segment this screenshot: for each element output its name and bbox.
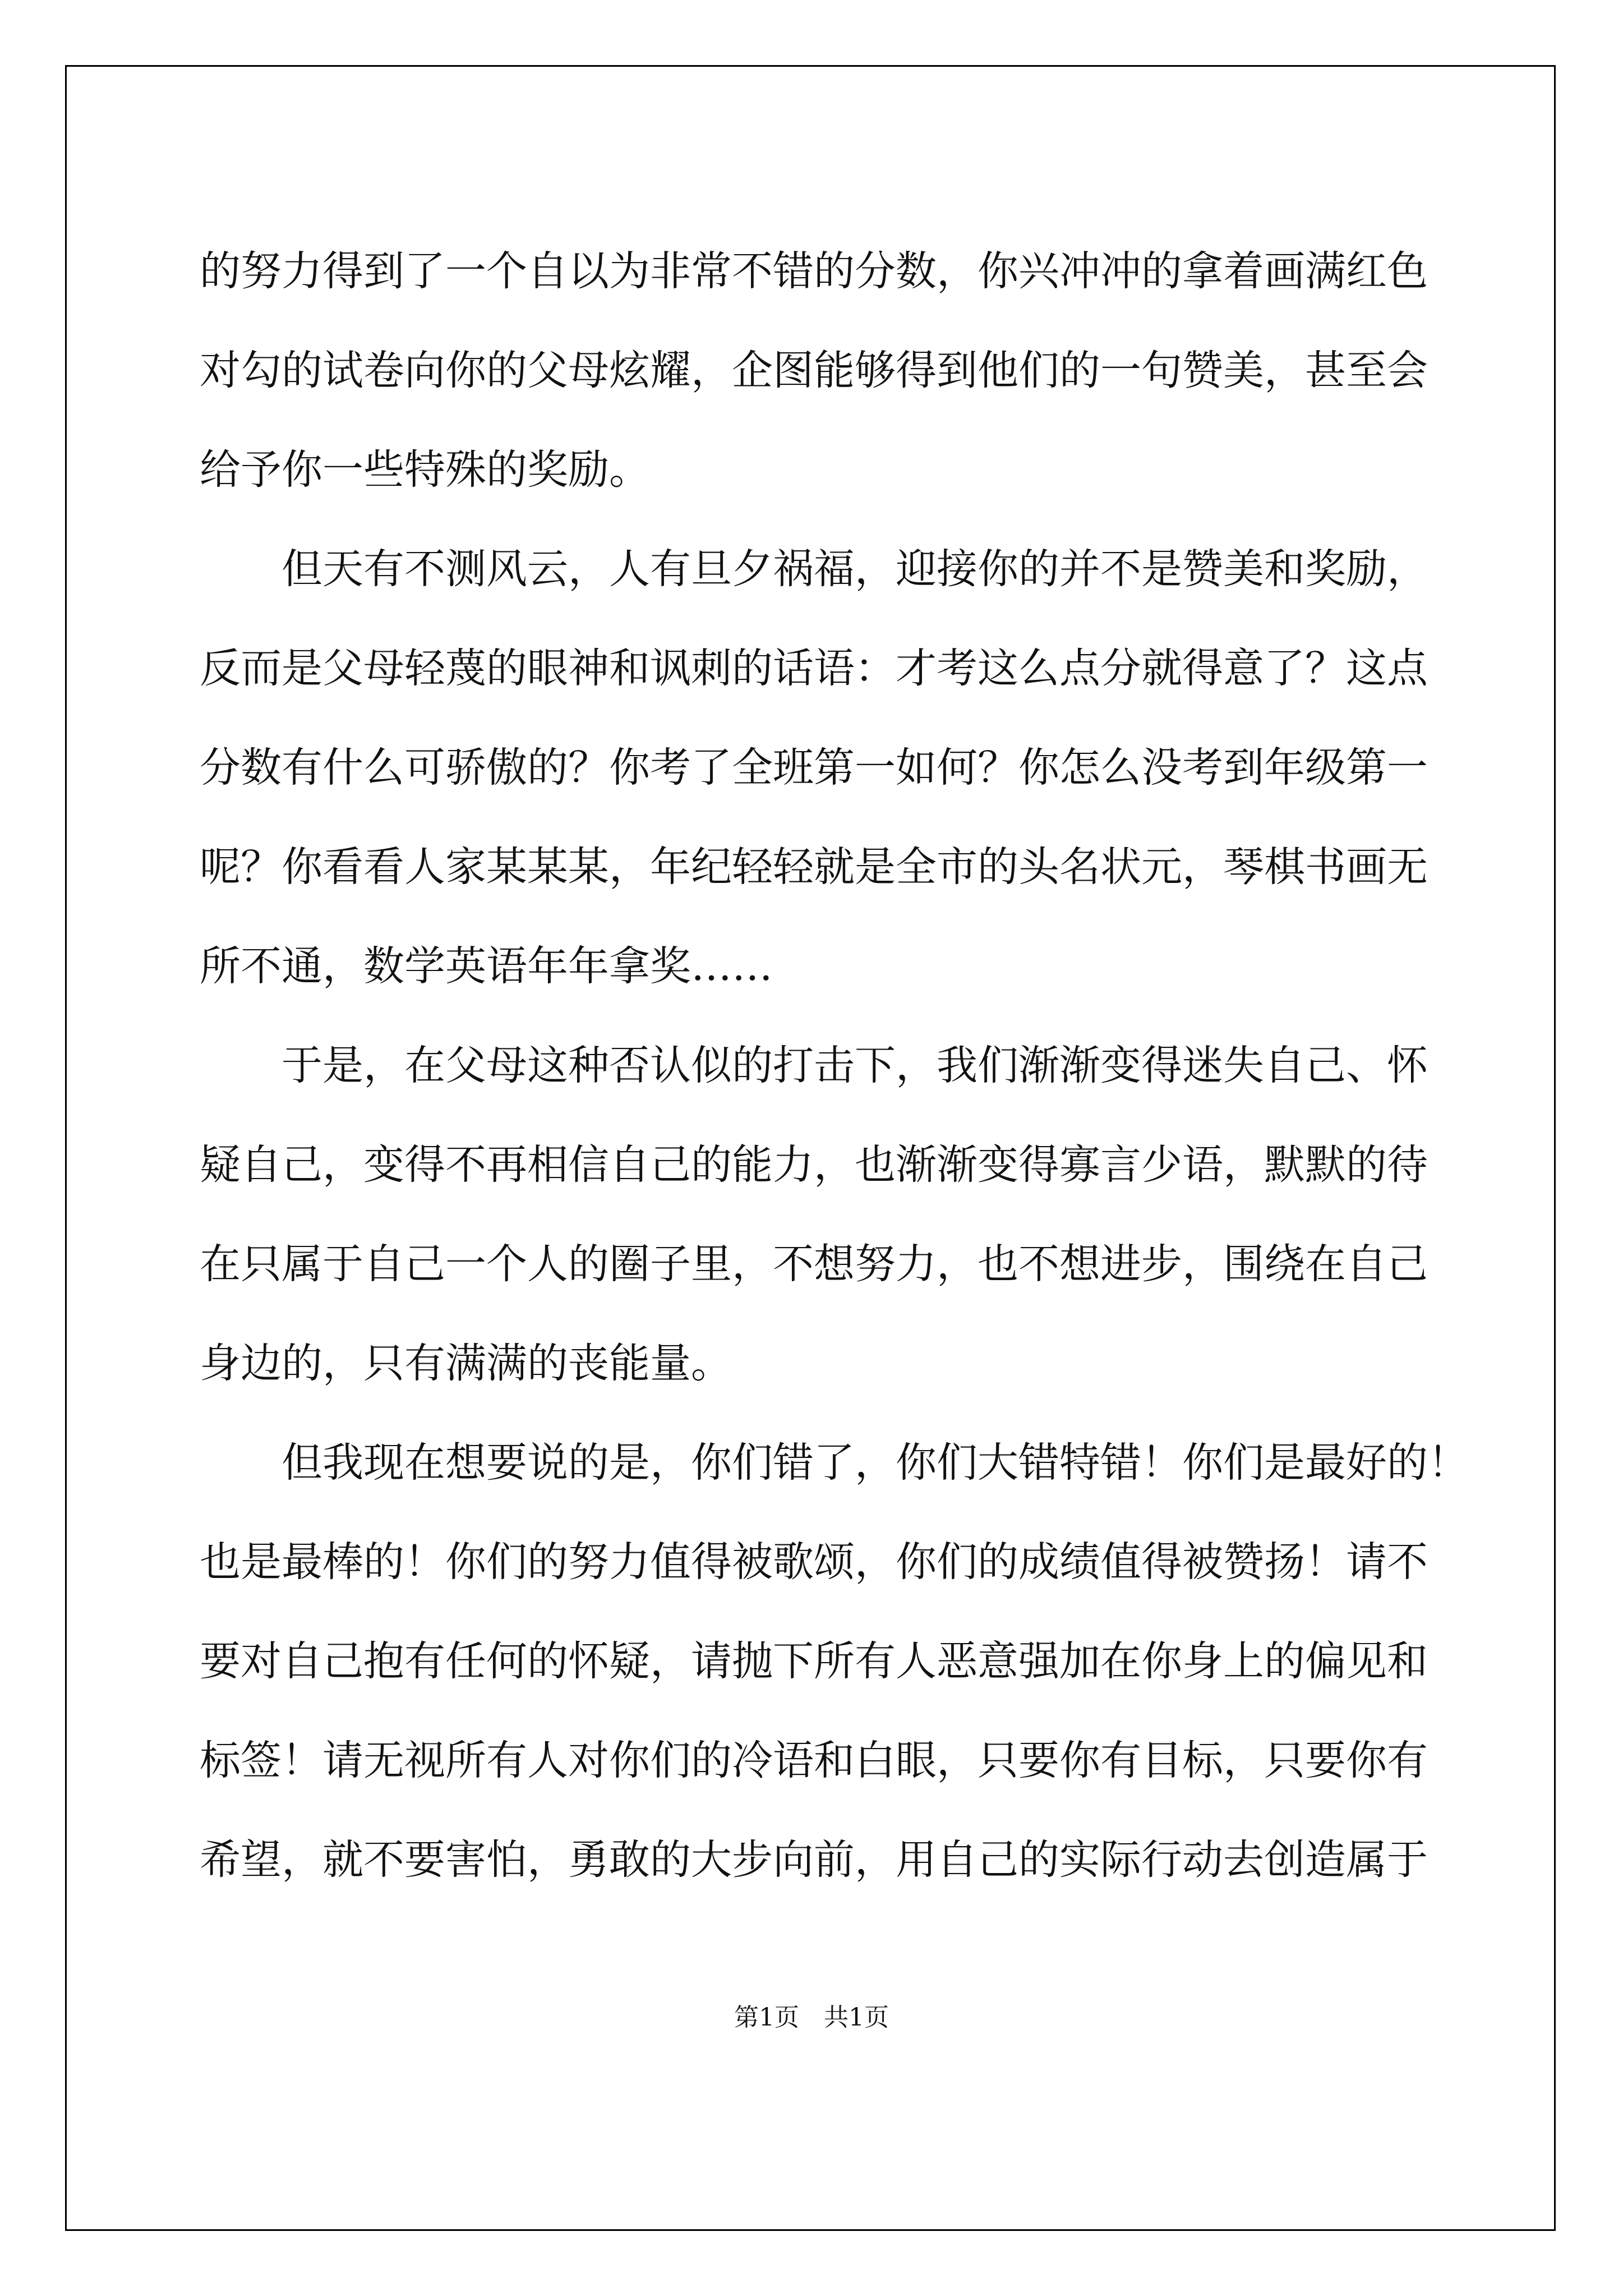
text-line: 但天有不测风云，人有旦夕祸福，迎接你的并不是赞美和奖励， — [200, 545, 1428, 593]
document-body — [200, 222, 1469, 1910]
text-line: 疑自己，变得不再相信自己的能力，也渐渐变得寡言少语，默默的待 — [200, 1141, 1428, 1189]
text-line: 希望，就不要害怕，勇敢的大步向前，用自己的实际行动去创造属于 — [200, 1836, 1428, 1884]
text-line: 身边的，只有满满的丧能量。 — [200, 1340, 732, 1387]
text-line: 于是，在父母这种否认似的打击下，我们渐渐变得迷失自己、怀 — [200, 1042, 1428, 1089]
text-line: 标签！请无视所有人对你们的冷语和白眼，只要你有目标，只要你有 — [200, 1737, 1428, 1784]
text-line: 要对自己抱有任何的怀疑，请抛下所有人恶意强加在你身上的偏见和 — [200, 1637, 1428, 1685]
page-footer: 第1页 共1页 — [734, 2003, 889, 2032]
text-line: 也是最棒的！你们的努力值得被歌颂，你们的成绩值得被赞扬！请不 — [200, 1538, 1428, 1586]
text-line: 对勾的试卷向你的父母炫耀，企图能够得到他们的一句赞美，甚至会 — [200, 347, 1428, 394]
text-line: 在只属于自己一个人的圈子里，不想努力，也不想进步，围绕在自己 — [200, 1240, 1428, 1288]
text-line: 但我现在想要说的是，你们错了，你们大错特错！你们是最好的！ — [200, 1439, 1469, 1487]
text-line: 呢？你看看人家某某某，年纪轻轻就是全市的头名状元，琴棋书画无 — [200, 843, 1428, 891]
text-line: 的努力得到了一个自以为非常不错的分数，你兴冲冲的拿着画满红色 — [200, 247, 1428, 295]
text-line: 所不通，数学英语年年拿奖…… — [200, 942, 773, 990]
text-line: 反而是父母轻蔑的眼神和讽刺的话语：才考这么点分就得意了？这点 — [200, 645, 1428, 692]
text-line: 给予你一些特殊的奖励。 — [200, 446, 650, 494]
text-line: 分数有什么可骄傲的？你考了全班第一如何？你怎么没考到年级第一 — [200, 744, 1428, 792]
